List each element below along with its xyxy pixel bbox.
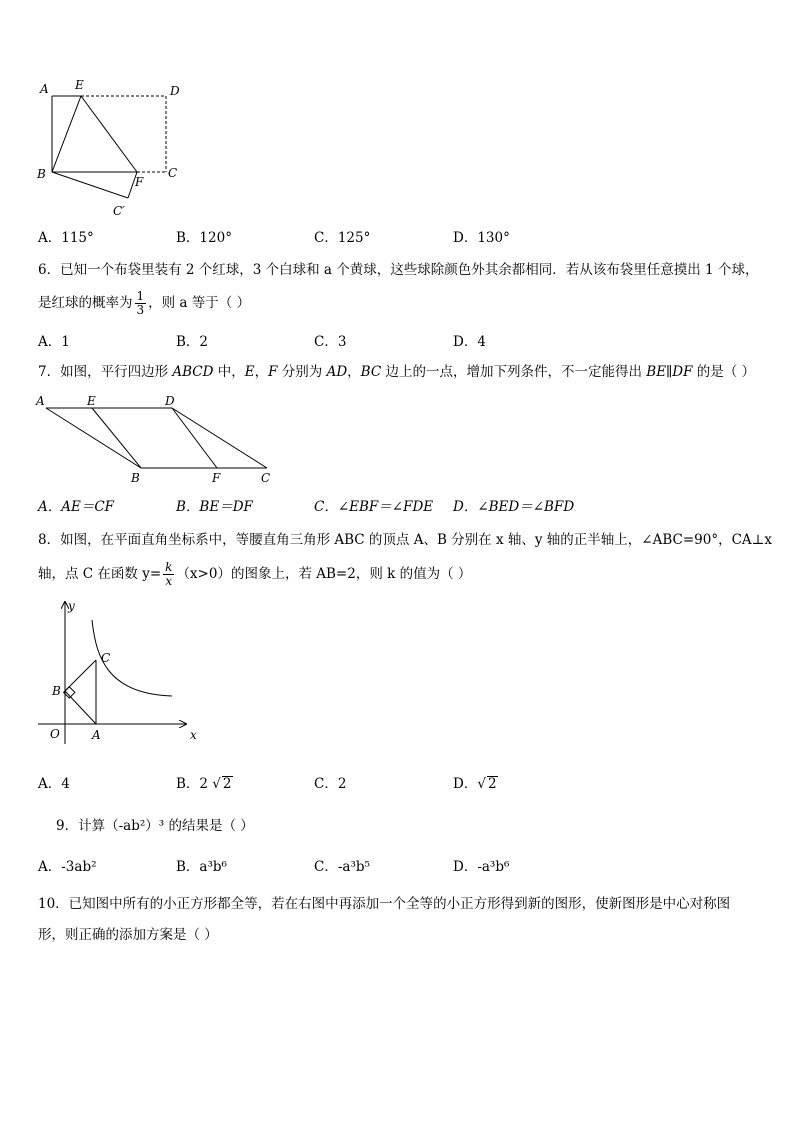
q10-line2: 形，则正确的添加方案是（ ） bbox=[38, 927, 218, 943]
q8-option-b-pre: B．2 bbox=[176, 776, 209, 792]
q9-option-c[interactable]: C．-a³b⁵ bbox=[314, 859, 370, 875]
q7-label-a: A bbox=[36, 394, 45, 408]
q8-line2 bbox=[38, 561, 471, 588]
q5-label-a: A bbox=[40, 82, 49, 96]
q5-line-be bbox=[52, 96, 81, 172]
q8-line2-post: （x>0）的图象上，若 AB=2，则 k 的值为（ ） bbox=[176, 566, 472, 582]
q6-option-d[interactable]: D．4 bbox=[453, 334, 486, 350]
q8-option-d[interactable]: D．√ 2 bbox=[453, 776, 497, 792]
q7-text-mid2: 分别为 bbox=[277, 364, 327, 380]
q7-figure bbox=[30, 390, 280, 486]
q8-line-ba bbox=[65, 691, 96, 724]
q8-label-y: y bbox=[68, 599, 75, 613]
q8-option-d-pre: D． bbox=[453, 776, 478, 792]
q7-f: F bbox=[268, 364, 278, 380]
q8-line2-pre: 轴，点 C 在函数 y= bbox=[38, 566, 162, 582]
q8-option-b[interactable]: B．2 √ 2 bbox=[176, 776, 232, 792]
q5-label-b: B bbox=[37, 167, 46, 181]
q6-option-a[interactable]: A．1 bbox=[38, 334, 70, 350]
q6-line2-post: ，则 a 等于（ ） bbox=[148, 295, 251, 311]
q6-line2 bbox=[38, 290, 250, 317]
q8-label-b: B bbox=[52, 684, 61, 698]
q7-text-mid3: 边上的一点，增加下列条件，不一定能得出 bbox=[381, 364, 647, 380]
q7-side-dc bbox=[172, 408, 267, 468]
q8-line1: 8．如图，在平面直角坐标系中，等腰直角三角形 ABC 的顶点 A、B 分别在 x 轴、y 轴的正半轴上，∠ABC=90°，CA⊥x bbox=[38, 532, 772, 548]
q7-label-d: D bbox=[165, 394, 175, 408]
q9-option-d[interactable]: D．-a³b⁶ bbox=[453, 859, 510, 875]
q5-option-b[interactable]: B．120° bbox=[176, 230, 232, 246]
q7-label-f: F bbox=[212, 471, 221, 485]
q7-abcd: ABCD bbox=[172, 364, 214, 380]
q6-frac-num: 1 bbox=[136, 289, 145, 303]
q5-option-d[interactable]: D．130° bbox=[453, 230, 510, 246]
q8-figure bbox=[30, 596, 210, 748]
q7-line-eb bbox=[92, 408, 141, 468]
q7-label-b: B bbox=[131, 471, 140, 485]
q7-option-d[interactable]: D．∠BED＝∠BFD bbox=[453, 499, 575, 515]
q7-label-c: C bbox=[261, 471, 271, 485]
q5-label-c-prime: C′ bbox=[113, 204, 125, 218]
q6-fraction bbox=[135, 290, 147, 317]
q8-line-bc bbox=[65, 660, 96, 691]
q7-text bbox=[38, 362, 755, 382]
q5-line-bc-prime bbox=[52, 172, 128, 198]
q8-frac-num: k bbox=[165, 560, 173, 574]
q8-option-b-radicand: 2 bbox=[222, 776, 232, 792]
q10-line1: 10．已知图中所有的小正方形都全等，若在右图中再添加一个全等的小正方形得到新的图形，使新图形是中心对称图 bbox=[38, 896, 731, 912]
q5-option-a[interactable]: A．115° bbox=[38, 230, 94, 246]
q7-text-mid1: 中， bbox=[213, 364, 245, 380]
q6-option-c[interactable]: C．3 bbox=[314, 334, 347, 350]
q7-sep: ， bbox=[254, 364, 269, 380]
q8-label-o: O bbox=[50, 727, 60, 741]
q8-frac-den: x bbox=[165, 574, 173, 588]
q7-option-a[interactable]: A．AE＝CF bbox=[38, 499, 115, 515]
q9-text: 9．计算（-ab²）³ 的结果是（ ） bbox=[56, 818, 254, 834]
q7-label-e: E bbox=[87, 394, 96, 408]
q7-text-pre: 7．如图，平行四边形 bbox=[38, 364, 173, 380]
q5-figure bbox=[30, 78, 190, 220]
q8-label-a: A bbox=[92, 728, 101, 742]
q7-bedf: BE∥DF bbox=[646, 364, 693, 380]
q5-option-c[interactable]: C．125° bbox=[314, 230, 371, 246]
q7-bc: BC bbox=[360, 364, 382, 380]
q5-label-e: E bbox=[75, 78, 84, 92]
q8-option-d-radicand: 2 bbox=[487, 776, 497, 792]
q7-side-ab bbox=[46, 408, 141, 468]
q6-frac-den: 3 bbox=[136, 303, 145, 317]
q5-line-ef bbox=[81, 96, 137, 172]
q7-sep2: ， bbox=[347, 364, 361, 380]
q7-ad: AD bbox=[326, 364, 348, 380]
q7-option-b[interactable]: B．BE＝DF bbox=[176, 499, 253, 515]
q5-label-c: C bbox=[168, 166, 178, 180]
q7-text-post: 的是（ ） bbox=[692, 364, 756, 380]
q8-option-a[interactable]: A．4 bbox=[38, 776, 70, 792]
q6-option-b[interactable]: B．2 bbox=[176, 334, 209, 350]
q7-option-c[interactable]: C．∠EBF＝∠FDE bbox=[314, 499, 434, 515]
q6-line1: 6．已知一个布袋里装有 2 个红球，3 个白球和 a 个黄球，这些球除颜色外其余都相同．若从该布袋里任意摸出 1 个球， bbox=[38, 262, 759, 278]
q8-label-c: C bbox=[101, 651, 111, 665]
q7-line-df bbox=[172, 408, 217, 468]
q8-label-x: x bbox=[190, 728, 197, 742]
q7-e: E bbox=[244, 364, 255, 380]
q9-option-a[interactable]: A．-3ab² bbox=[38, 859, 97, 875]
q5-label-f: F bbox=[135, 175, 144, 189]
q6-line2-pre: 是红球的概率为 bbox=[38, 295, 133, 311]
q9-option-b[interactable]: B．a³b⁶ bbox=[176, 859, 227, 875]
q8-option-c[interactable]: C．2 bbox=[314, 776, 347, 792]
q5-label-d: D bbox=[170, 84, 180, 98]
q8-fraction bbox=[163, 561, 174, 588]
